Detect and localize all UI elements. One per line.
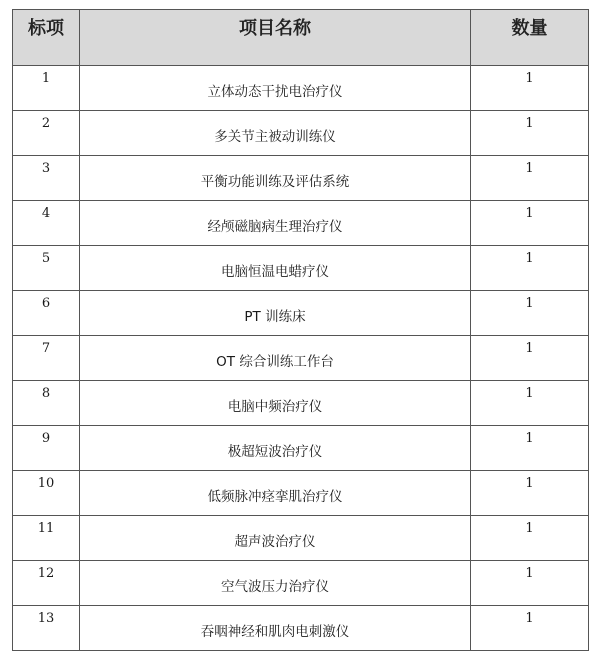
row-name: PT 训练床: [80, 291, 471, 336]
table-row: [13, 291, 589, 336]
row-name: 超声波治疗仪: [80, 516, 471, 561]
row-quantity: 1: [471, 381, 589, 426]
row-quantity: 1: [471, 291, 589, 336]
table-row: [13, 66, 589, 111]
row-index: 1: [13, 66, 80, 111]
row-name: OT 综合训练工作台: [80, 336, 471, 381]
table-row: [13, 426, 589, 471]
table-row: [13, 381, 589, 426]
table-header: [13, 10, 589, 66]
row-quantity: 1: [471, 426, 589, 471]
table-row: [13, 156, 589, 201]
row-quantity: 1: [471, 201, 589, 246]
table-row: [13, 516, 589, 561]
row-name: 低频脉冲痉挛肌治疗仪: [80, 471, 471, 516]
header-quantity: 数量: [471, 10, 589, 66]
row-name: 极超短波治疗仪: [80, 426, 471, 471]
row-index: 7: [13, 336, 80, 381]
row-quantity: 1: [471, 246, 589, 291]
row-index: 10: [13, 471, 80, 516]
header-row: [13, 10, 589, 66]
row-quantity: 1: [471, 561, 589, 606]
row-index: 6: [13, 291, 80, 336]
row-name: 平衡功能训练及评估系统: [80, 156, 471, 201]
row-name: 电脑中频治疗仪: [80, 381, 471, 426]
row-name: 多关节主被动训练仪: [80, 111, 471, 156]
row-index: 2: [13, 111, 80, 156]
row-name: 经颅磁脑病生理治疗仪: [80, 201, 471, 246]
row-quantity: 1: [471, 516, 589, 561]
row-name: 电脑恒温电蜡疗仪: [80, 246, 471, 291]
table-row: [13, 606, 589, 651]
table-row: [13, 246, 589, 291]
row-quantity: 1: [471, 336, 589, 381]
row-name: 立体动态干扰电治疗仪: [80, 66, 471, 111]
row-index: 8: [13, 381, 80, 426]
table-row: [13, 201, 589, 246]
row-quantity: 1: [471, 66, 589, 111]
row-quantity: 1: [471, 471, 589, 516]
row-index: 11: [13, 516, 80, 561]
row-index: 5: [13, 246, 80, 291]
row-quantity: 1: [471, 111, 589, 156]
procurement-table: [12, 9, 589, 651]
table-body: [13, 66, 589, 651]
row-index: 12: [13, 561, 80, 606]
row-index: 3: [13, 156, 80, 201]
row-index: 13: [13, 606, 80, 651]
header-name: 项目名称: [80, 10, 471, 66]
row-quantity: 1: [471, 156, 589, 201]
table-row: [13, 471, 589, 516]
header-index: 标项: [13, 10, 80, 66]
table-row: [13, 561, 589, 606]
procurement-table-container: [12, 9, 588, 651]
table-row: [13, 111, 589, 156]
row-name: 吞咽神经和肌肉电刺激仪: [80, 606, 471, 651]
row-index: 9: [13, 426, 80, 471]
row-index: 4: [13, 201, 80, 246]
row-name: 空气波压力治疗仪: [80, 561, 471, 606]
table-row: [13, 336, 589, 381]
row-quantity: 1: [471, 606, 589, 651]
